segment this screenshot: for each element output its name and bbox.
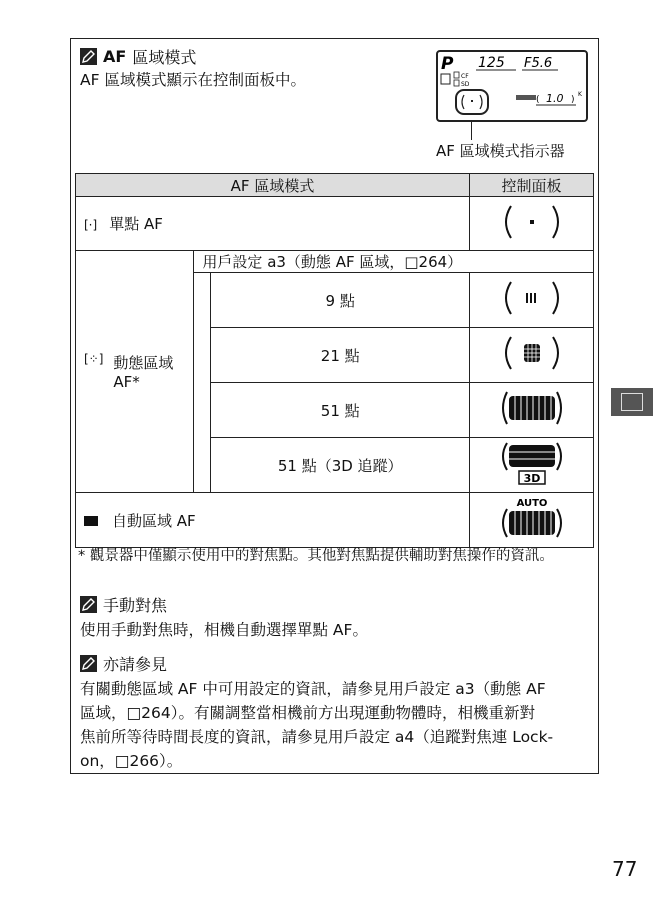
note3-line: 有關動態區域 AF 中可用設定的資訊，請參見用戶設定 a3（動態 AF bbox=[80, 680, 546, 698]
panel-21-point bbox=[470, 328, 594, 383]
dynamic-area-cell bbox=[76, 251, 194, 493]
header-control-panel: 控制面板 bbox=[470, 174, 594, 197]
svg-text:): ) bbox=[571, 95, 575, 105]
control-panel-illustration bbox=[436, 50, 588, 122]
auto-area-label: 自動區域 AF bbox=[112, 511, 196, 530]
dynamic-header: 用戶設定 a3（動態 AF 區域，□264） bbox=[194, 251, 594, 273]
pencil-icon bbox=[80, 596, 97, 613]
row-21-point: 21 點 bbox=[211, 328, 470, 383]
af-area-table bbox=[75, 173, 594, 548]
lcd-mode: P bbox=[441, 54, 454, 74]
bracket-3d-icon bbox=[497, 440, 567, 486]
note3-line: 區域，□264）。有關調整當相機前方出現運動物體時，相機重新對 bbox=[80, 704, 535, 722]
row-51-point-3d: 51 點（3D 追蹤） bbox=[211, 438, 470, 493]
panel-9-point bbox=[470, 273, 594, 328]
single-point-label: 單點 AF bbox=[109, 215, 163, 233]
note3-body bbox=[80, 677, 595, 773]
bracket-51-point-icon bbox=[497, 388, 567, 428]
lcd-aperture: F5.6 bbox=[524, 56, 553, 71]
lcd-sd: SD bbox=[461, 81, 470, 88]
note-title-manual-focus bbox=[80, 593, 167, 616]
pencil-icon bbox=[80, 655, 97, 672]
af-area-indicator-label: AF 區域模式指示器 bbox=[436, 142, 565, 160]
footnote: * 觀景器中僅顯示使用中的對焦點。其他對焦點提供輔助對焦操作的資訊。 bbox=[78, 548, 554, 564]
pencil-icon bbox=[80, 48, 97, 65]
bracket-auto-icon bbox=[497, 495, 567, 541]
page-number: 77 bbox=[612, 857, 638, 881]
row-9-point: 9 點 bbox=[211, 273, 470, 328]
bracket-21-point-icon bbox=[497, 333, 567, 373]
dynamic-area-label: 動態區域 AF* bbox=[113, 354, 174, 391]
lcd-cf: CF bbox=[461, 73, 469, 80]
dynamic-area-symbol: [⁘] bbox=[84, 352, 104, 366]
note2-title: 手動對焦 bbox=[103, 596, 168, 615]
panel-51-point-3d bbox=[470, 438, 594, 493]
note-title-af-area bbox=[80, 45, 196, 68]
note3-title: 亦請參見 bbox=[103, 655, 168, 674]
lcd-count: 1.0 bbox=[546, 92, 564, 105]
3d-label: 3D bbox=[523, 472, 540, 485]
header-af-area-mode: AF 區域模式 bbox=[76, 174, 470, 197]
note-body: AF 區域模式顯示在控制面板中。 bbox=[80, 71, 306, 89]
note-title-rest: 區域模式 bbox=[132, 48, 197, 67]
indicator-pointer bbox=[471, 120, 472, 140]
row-single-point: [·] 單點 AF bbox=[76, 197, 470, 251]
auto-label: AUTO bbox=[516, 498, 547, 509]
note2-body: 使用手動對焦時，相機自動選擇單點 AF。 bbox=[80, 621, 368, 639]
note-title-bold: AF bbox=[103, 47, 127, 66]
panel-51-point bbox=[470, 383, 594, 438]
row-auto-area bbox=[76, 493, 470, 548]
panel-auto-area bbox=[470, 493, 594, 548]
single-point-panel bbox=[470, 197, 594, 251]
lcd-k: K bbox=[578, 91, 582, 98]
row-51-point: 51 點 bbox=[211, 383, 470, 438]
note-title-see-also bbox=[80, 652, 167, 675]
chapter-tab-icon bbox=[621, 393, 643, 411]
bracket-9-point-icon bbox=[497, 278, 567, 318]
auto-area-symbol bbox=[84, 516, 98, 526]
chapter-tab bbox=[611, 388, 653, 416]
single-point-icon bbox=[497, 202, 567, 242]
indent-cell bbox=[194, 273, 211, 493]
svg-text:(: ( bbox=[536, 95, 540, 105]
note3-line: on，□266）。 bbox=[80, 752, 183, 770]
note3-line: 焦前所等待時間長度的資訊，請參見用戶設定 a4（追蹤對焦連 Lock- bbox=[80, 728, 554, 746]
lcd-shutter: 125 bbox=[478, 55, 505, 71]
